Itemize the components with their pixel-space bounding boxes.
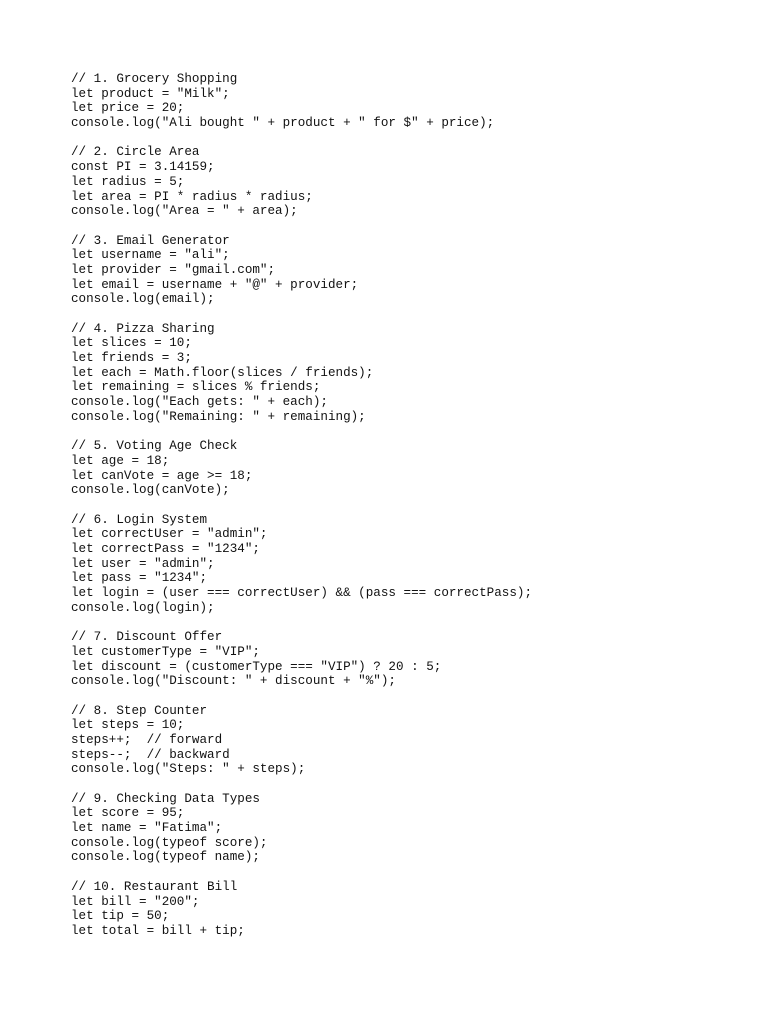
code-line: // 2. Circle Area [71, 145, 200, 160]
code-line: let bill = "200"; [71, 894, 200, 909]
code-line: let user = "admin"; [71, 556, 215, 571]
code-block-restaurant-bill [71, 880, 751, 939]
code-line: let total = bill + tip; [71, 923, 245, 938]
code-line: let each = Math.floor(slices / friends); [71, 365, 374, 380]
code-block-discount-offer [71, 630, 751, 689]
code-line: // 7. Discount Offer [71, 630, 223, 645]
code-line: let age = 18; [71, 453, 170, 468]
code-line: console.log("Steps: " + steps); [71, 762, 306, 777]
code-line: let correctUser = "admin"; [71, 527, 268, 542]
code-document [71, 72, 751, 953]
code-line: console.log(typeof name); [71, 850, 260, 865]
code-line: console.log("Ali bought " + product + " for $" + price); [71, 116, 495, 131]
code-line: console.log(canVote); [71, 483, 230, 498]
code-block-pizza-sharing [71, 322, 751, 425]
code-line: let email = username + "@" + provider; [71, 277, 359, 292]
code-line: let name = "Fatima"; [71, 821, 223, 836]
code-block-step-counter [71, 704, 751, 777]
code-line: let area = PI * radius * radius; [71, 189, 313, 204]
code-line: // 4. Pizza Sharing [71, 321, 215, 336]
code-line: // 3. Email Generator [71, 233, 230, 248]
code-line: let product = "Milk"; [71, 86, 230, 101]
code-line: // 8. Step Counter [71, 703, 208, 718]
code-line: console.log("Remaining: " + remaining); [71, 409, 366, 424]
code-line: let provider = "gmail.com"; [71, 262, 276, 277]
code-line: console.log("Each gets: " + each); [71, 395, 328, 410]
code-block-circle-area [71, 145, 751, 218]
code-line: let remaining = slices % friends; [71, 380, 321, 395]
code-line: let customerType = "VIP"; [71, 644, 260, 659]
code-line: console.log(typeof score); [71, 835, 268, 850]
code-line: let score = 95; [71, 806, 185, 821]
code-line: const PI = 3.14159; [71, 160, 215, 175]
code-line: // 9. Checking Data Types [71, 791, 260, 806]
code-line: let friends = 3; [71, 351, 192, 366]
code-line: let steps = 10; [71, 718, 185, 733]
code-line: // 10. Restaurant Bill [71, 879, 238, 894]
code-line: let login = (user === correctUser) && (pass === correctPass); [71, 586, 533, 601]
code-line: // 1. Grocery Shopping [71, 72, 238, 86]
code-line: let discount = (customerType === "VIP") ? 20 : 5; [71, 659, 442, 674]
code-line: // 5. Voting Age Check [71, 439, 238, 454]
code-line: steps--; // backward [71, 747, 230, 762]
code-block-grocery-shopping [71, 72, 751, 131]
code-line: console.log(email); [71, 292, 215, 307]
code-block-login-system [71, 513, 751, 616]
code-line: // 6. Login System [71, 512, 208, 527]
code-line: let username = "ali"; [71, 248, 230, 263]
code-line: console.log(login); [71, 600, 215, 615]
code-block-checking-data-types [71, 792, 751, 865]
code-line: let tip = 50; [71, 909, 170, 924]
code-block-voting-age-check [71, 439, 751, 498]
code-line: steps++; // forward [71, 732, 223, 747]
code-line: let slices = 10; [71, 336, 192, 351]
code-line: let correctPass = "1234"; [71, 542, 260, 556]
code-block-email-generator [71, 234, 751, 307]
code-line: let canVote = age >= 18; [71, 468, 253, 483]
code-line: let price = 20; [71, 101, 185, 116]
code-line: let pass = "1234"; [71, 571, 208, 586]
code-line: console.log("Discount: " + discount + "%"); [71, 674, 396, 689]
code-line: console.log("Area = " + area); [71, 204, 298, 219]
code-line: let radius = 5; [71, 174, 185, 189]
